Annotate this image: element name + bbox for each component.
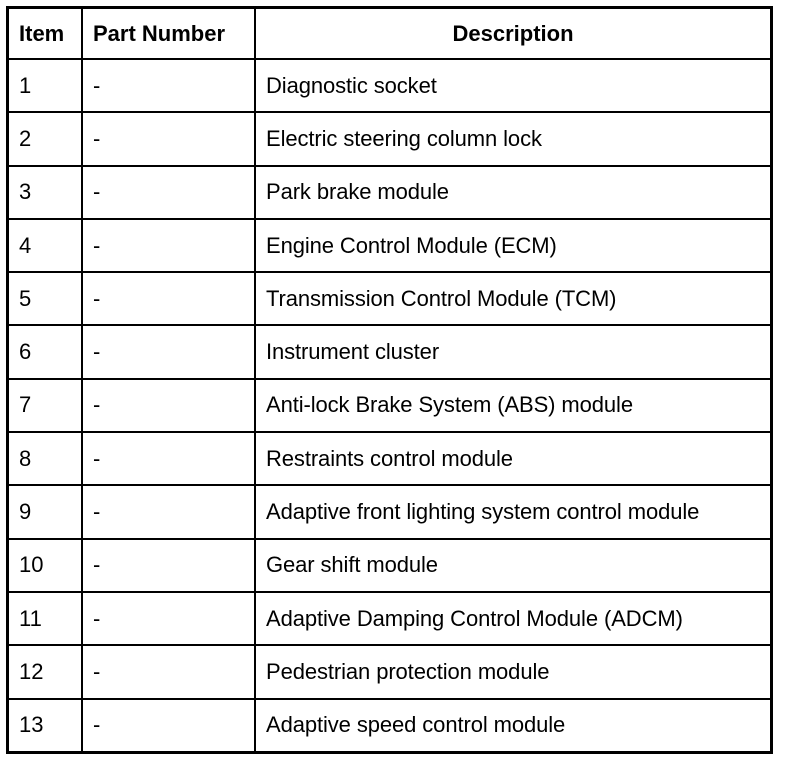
table-row [9, 166, 770, 219]
cell-part-number: - [82, 645, 255, 698]
table-row [9, 592, 770, 645]
table-body [9, 59, 770, 751]
column-header-item: Item [9, 9, 82, 59]
cell-item: 9 [9, 485, 82, 538]
cell-item: 4 [9, 219, 82, 272]
table-row [9, 379, 770, 432]
cell-description: Transmission Control Module (TCM) [255, 272, 770, 325]
cell-description: Engine Control Module (ECM) [255, 219, 770, 272]
header-row [9, 9, 770, 59]
cell-item: 12 [9, 645, 82, 698]
cell-part-number: - [82, 272, 255, 325]
cell-item: 10 [9, 539, 82, 592]
cell-item: 11 [9, 592, 82, 645]
table-row [9, 485, 770, 538]
table-row [9, 539, 770, 592]
cell-description: Gear shift module [255, 539, 770, 592]
cell-part-number: - [82, 539, 255, 592]
cell-item: 5 [9, 272, 82, 325]
cell-description: Park brake module [255, 166, 770, 219]
cell-item: 3 [9, 166, 82, 219]
table-row [9, 699, 770, 751]
table-row [9, 272, 770, 325]
table-row [9, 645, 770, 698]
cell-part-number: - [82, 379, 255, 432]
cell-description: Electric steering column lock [255, 112, 770, 165]
table-row [9, 219, 770, 272]
table-header [9, 9, 770, 59]
cell-description: Instrument cluster [255, 325, 770, 378]
cell-description: Anti-lock Brake System (ABS) module [255, 379, 770, 432]
cell-part-number: - [82, 485, 255, 538]
cell-part-number: - [82, 325, 255, 378]
cell-item: 13 [9, 699, 82, 751]
cell-part-number: - [82, 112, 255, 165]
cell-description: Adaptive front lighting system control module [255, 485, 770, 538]
cell-part-number: - [82, 59, 255, 112]
cell-description: Diagnostic socket [255, 59, 770, 112]
column-header-description: Description [255, 9, 770, 59]
column-header-part-number: Part Number [82, 9, 255, 59]
table-row [9, 59, 770, 112]
cell-part-number: - [82, 699, 255, 751]
cell-part-number: - [82, 592, 255, 645]
parts-table [9, 9, 770, 751]
cell-item: 1 [9, 59, 82, 112]
cell-description: Adaptive Damping Control Module (ADCM) [255, 592, 770, 645]
cell-item: 2 [9, 112, 82, 165]
cell-part-number: - [82, 219, 255, 272]
table-row [9, 325, 770, 378]
cell-item: 7 [9, 379, 82, 432]
cell-description: Restraints control module [255, 432, 770, 485]
table-row [9, 112, 770, 165]
cell-item: 8 [9, 432, 82, 485]
parts-table-container [6, 6, 773, 754]
cell-description: Pedestrian protection module [255, 645, 770, 698]
table-row [9, 432, 770, 485]
cell-part-number: - [82, 166, 255, 219]
cell-part-number: - [82, 432, 255, 485]
cell-description: Adaptive speed control module [255, 699, 770, 751]
cell-item: 6 [9, 325, 82, 378]
